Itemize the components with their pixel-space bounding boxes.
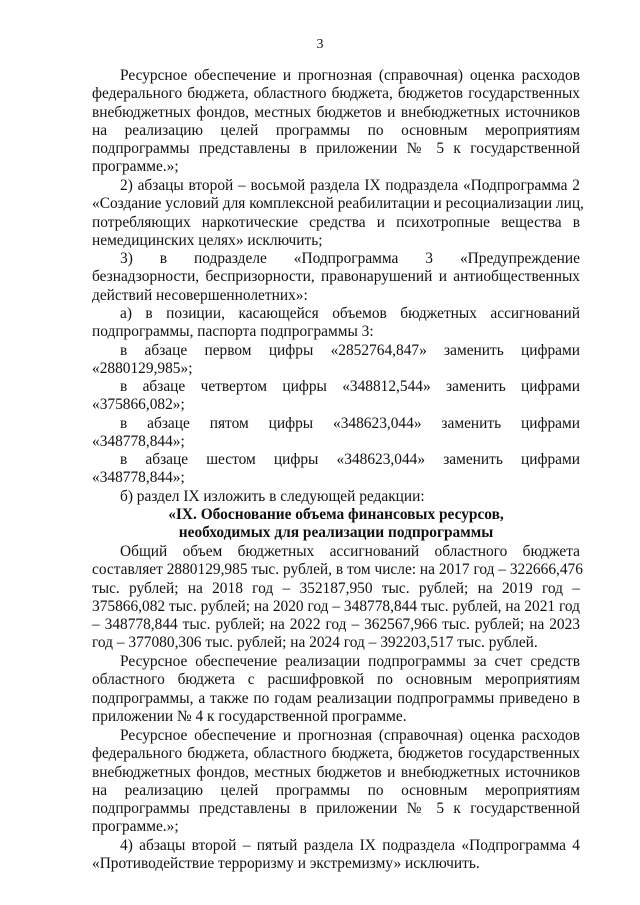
text-line: подпрограммы, а также по годам реализации подпрограммы приведено в [92, 689, 580, 707]
text-line: федерального бюджета, областного бюджета, бюджетов государственных [92, 745, 580, 763]
page-number: 3 [316, 37, 324, 52]
paragraph-resource-provision-1 [92, 67, 580, 177]
text-line: внебюджетных фондов, местных бюджетов и внебюджетных источников [92, 763, 580, 781]
text-line: в абзаце пятом цифры «348623,044» заменить цифрами [120, 415, 580, 432]
text-line: областного бюджета с расшифровкой по основным мероприятиям [92, 671, 580, 689]
text-line: в абзаце четвертом цифры «348812,544» заменить цифрами [120, 378, 580, 395]
paragraph-abzac-5 [92, 415, 580, 452]
text-line: на реализацию целей программы по основным мероприятиям [92, 781, 580, 799]
text-line: программе.»; [92, 158, 179, 176]
text-line: безнадзорности, беспризорности, правонарушений и антиобщественных [92, 268, 580, 286]
text-line: «348778,844»; [92, 433, 185, 451]
text-line: Ресурсное обеспечение и прогнозная (справочная) оценка расходов [120, 727, 580, 744]
paragraph-abzac-6 [92, 451, 580, 488]
text-line: «348778,844»; [92, 469, 185, 487]
text-line: «2880129,985»; [92, 360, 193, 378]
text-line: федерального бюджета, областного бюджета, бюджетов государственных [92, 85, 580, 103]
text-line: Ресурсное обеспечение реализации подпрограммы за счет средств [120, 653, 580, 670]
text-line: программе.»; [92, 818, 179, 836]
paragraph-item-2 [92, 177, 584, 250]
text-line: подпрограммы, паспорта подпрограммы 3: [92, 323, 374, 341]
text-line: в абзаце первом цифры «2852764,847» заменить цифрами [120, 342, 580, 359]
text-line: 375866,082 тыс. рублей; на 2020 год – 348778,844 тыс. рублей, на 2021 год [92, 597, 580, 615]
text-line: 2) абзацы второй – восьмой раздела IX подраздела «Подпрограмма 2 [120, 177, 580, 194]
paragraph-item-4 [92, 837, 580, 874]
paragraph-item-3a [92, 305, 580, 342]
paragraph-regional-budget [92, 653, 580, 726]
text-line: 3) в подразделе «Подпрограмма 3 «Предупреждение [120, 250, 580, 267]
paragraph-item-3b [92, 488, 580, 506]
paragraph-abzac-4 [92, 378, 580, 415]
text-line: приложении № 4 к государственной программе. [92, 707, 407, 725]
paragraph-resource-provision-2 [92, 727, 580, 837]
text-line: подпрограммы представлены в приложении № 5 к государственной [92, 140, 580, 158]
text-line: а) в позиции, касающейся объемов бюджетных ассигнований [120, 305, 580, 322]
paragraph-item-3 [92, 250, 580, 305]
text-line: немедицинских целях» исключить; [92, 231, 323, 249]
text-line: тыс. рублей; на 2018 год – 352187,950 тыс. рублей; на 2019 год – [92, 579, 580, 597]
text-line: действий несовершеннолетних»: [92, 286, 308, 304]
paragraph-total-budget [92, 543, 583, 653]
heading-line: необходимых для реализации подпрограммы [178, 524, 494, 542]
paragraph-abzac-1 [92, 342, 580, 379]
text-line: потребляющих наркотические средства и психотропные вещества в [92, 213, 580, 231]
text-line: «Противодействие терроризму и экстремизму» исключить. [92, 855, 480, 873]
text-line: – 348778,844 тыс. рублей; на 2022 год – 362567,966 тыс. рублей; на 2023 [92, 616, 580, 634]
text-line: Ресурсное обеспечение и прогнозная (справочная) оценка расходов [120, 67, 580, 84]
text-line: внебюджетных фондов, местных бюджетов и внебюджетных источников [92, 103, 580, 121]
text-line: «375866,082»; [92, 396, 185, 414]
text-line: Общий объем бюджетных ассигнований областного бюджета [120, 543, 580, 560]
text-line: год – 377080,306 тыс. рублей; на 2024 год – 392203,517 тыс. рублей. [92, 634, 538, 652]
text-line: на реализацию целей программы по основным мероприятиям [92, 121, 580, 139]
text-line: составляет 2880129,985 тыс. рублей, в том числе: на 2017 год – 322666,476 [92, 561, 583, 579]
heading-line: «IX. Обоснование объема финансовых ресурсов, [168, 506, 504, 523]
section-heading [92, 506, 580, 543]
text-line: подпрограммы представлены в приложении № 5 к государственной [92, 800, 580, 818]
text-line: в абзаце шестом цифры «348623,044» заменить цифрами [120, 451, 580, 468]
text-line: 4) абзацы второй – пятый раздела IX подраздела «Подпрограмма 4 [120, 837, 580, 854]
text-line: б) раздел IX изложить в следующей редакции: [120, 488, 425, 505]
text-line: «Создание условий для комплексной реабилитации и ресоциализации лиц, [92, 195, 584, 213]
